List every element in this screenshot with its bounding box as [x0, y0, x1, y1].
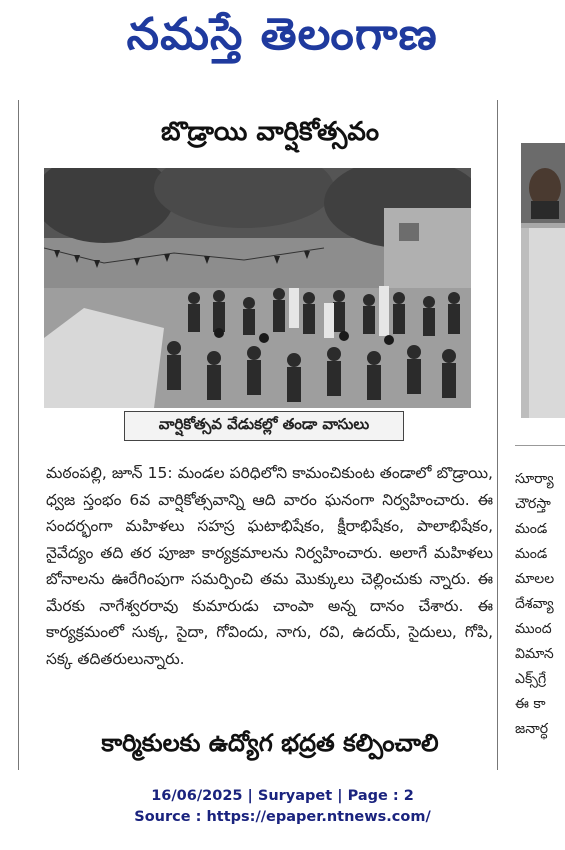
column-divider-right — [497, 100, 498, 770]
masthead — [0, 0, 565, 80]
newspaper-logo: నమస్తే తెలంగాణ — [126, 9, 439, 60]
next-article-headline: కార్మికులకు ఉద్యోగ భద్రత కల్పించాలి — [101, 729, 439, 757]
footer-source: Source : https://epaper.ntnews.com/ — [134, 809, 431, 825]
text-line: చౌరస్తా — [515, 496, 551, 512]
text-line: ముంద — [515, 621, 552, 637]
adjacent-column — [510, 95, 565, 770]
text-line: జనార్ధ — [515, 721, 549, 737]
adjacent-photo — [521, 143, 565, 418]
text-line: సూర్యా — [515, 471, 554, 487]
article-photo — [44, 168, 471, 408]
man-portrait-illustration — [521, 143, 565, 418]
footer — [0, 786, 565, 828]
article-headline: బొడ్రాయి వార్షికోత్సవం — [160, 117, 380, 147]
text-line: ఈ కా — [515, 696, 546, 712]
text-line: మాలల — [515, 571, 555, 587]
text-line: మండ — [515, 546, 548, 562]
adjacent-article-text — [515, 467, 565, 742]
text-line: ఎక్స్‌గ్రే — [515, 671, 547, 687]
column-divider-left — [18, 100, 19, 770]
column-rule — [515, 445, 565, 446]
crowd-photo-illustration — [44, 168, 471, 408]
article-body: మఠంపల్లి, జూన్ 15: మండల పరిధిలోని కామంచికుంట తండాలో బొడ్రాయి, ధ్వజ స్తంభం 6వ వార్షికోత్సవాన్ని ఆది వారం ఘనంగా నిర్వహించారు. ఈ సందర్భంగా మహిళలు సహస్ర ఘటాభిషేకం, క్షీరాభిషేకం, పాలాభిషేకం, నైవేద్యం తది తర పూజా కార్యక్రమాలను నిర్వహించారు. అలాగే మహిళలు బోనాలను ఊరేగింపుగా సమర్పించి తమ మొక్కులు చెల్లించుకు న్నారు. ఈ మేరకు నాగేశ్వరరావు కుమారుడు చాంపా అన్న దానం చేశారు. ఈ కార్యక్రమంలో సుక్క, సైదా, గోవిందు, నాగు, రవి, ఉదయ్, సైదులు, గోపి, సక్క తదితరులున్నారు. — [46, 464, 493, 668]
footer-date-edition: 16/06/2025 | Suryapet | Page : 2 — [151, 788, 414, 804]
text-line: మండ — [515, 521, 548, 537]
article-clipping — [44, 95, 496, 770]
photo-caption: వార్షికోత్సవ వేడుకల్లో తండా వాసులు — [124, 411, 404, 441]
text-line: దేశవ్యా — [515, 596, 554, 612]
text-line: విమాన — [515, 646, 554, 662]
